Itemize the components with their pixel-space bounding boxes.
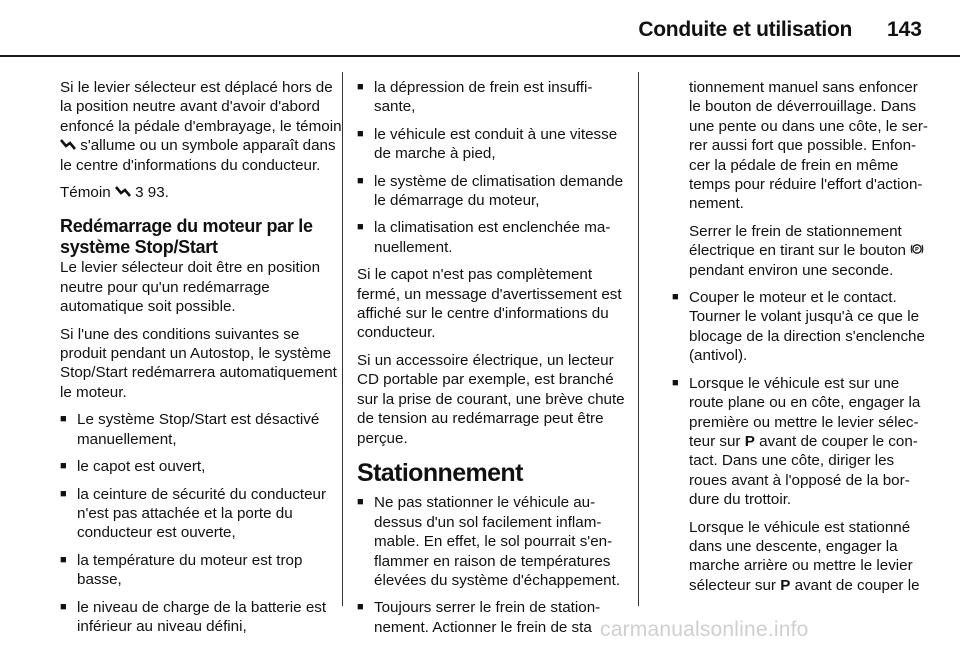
paragraph: Si un accessoire électrique, un lecteur CD portable par exemple, est branché sur la prise de courant, une brève chute de tension au redémarrage peut être perçue.	[357, 351, 625, 447]
list-item: ■ la température du moteur est trop basse,	[60, 551, 342, 590]
clutch-warning-icon	[115, 183, 131, 202]
paragraph: Lorsque le véhicule est stationné dans une descente, engager la marche arrière ou mettre le levier sélecteur sur P avant de couper le	[689, 518, 920, 594]
column-divider	[342, 72, 343, 606]
list-item: ■ Le système Stop/Start est désactivé manuellement,	[60, 410, 342, 449]
bullet-list	[357, 493, 625, 637]
column-2	[357, 78, 625, 645]
list-item: ■ Lorsque le véhicule est sur une route plane ou en côte, engager la première ou mettre le levier sélecteur sur P avant de couper le contact. Dans une côte, diriger les roues avant à l'opposé de la bordure du trottoir.	[672, 374, 928, 510]
section-heading: Redémarrage du moteur par le système Stop/Start	[60, 216, 313, 258]
page-number: 143	[886, 18, 922, 41]
paragraph: Si l'une des conditions suivantes se produit pendant un Autostop, le système Stop/Start redémarrera automatiquement le moteur.	[60, 325, 337, 401]
list-item: ■ le système de climatisation demande le démarrage du moteur,	[357, 172, 625, 211]
paragraph: Serrer le frein de stationnement électrique en tirant sur le bouton P pendant environ une seconde.	[672, 222, 928, 280]
paragraph: Si le capot n'est pas complètement fermé, un message d'avertissement est affiché sur le centre d'informations du conducteur.	[357, 266, 622, 342]
list-item: ■ Toujours serrer le frein de stationnement. Actionner le frein de sta	[357, 598, 625, 637]
column-divider	[638, 72, 639, 606]
page-title: Conduite et utilisation	[638, 18, 852, 41]
clutch-warning-icon	[60, 136, 76, 155]
page-reference[interactable]: 3 93.	[135, 184, 169, 202]
page-header	[0, 0, 960, 52]
svg-text:P: P	[915, 247, 920, 254]
list-item: ■ le véhicule est conduit à une vitesse de marche à pied,	[357, 125, 625, 164]
list-item: ■ la dépression de frein est insuffisante,	[357, 78, 625, 117]
bullet-list	[672, 288, 928, 509]
bullet-list	[60, 410, 342, 636]
gear-position-p: P	[780, 576, 791, 594]
column-1	[60, 78, 342, 644]
paragraph: Le levier sélecteur doit être en position neutre pour qu'un redémarrage automatique soit possible.	[60, 259, 321, 316]
list-item: ■ la ceinture de sécurité du conducteur n'est pas attachée et la porte du conducteur est ouverte,	[60, 485, 342, 543]
watermark: carmanualsonline.info	[600, 618, 809, 641]
column-3	[672, 78, 928, 603]
list-item: ■ Couper le moteur et le contact. Tourner le volant jusqu'à ce que le blocage de la direction s'enclenche (antivol).	[672, 288, 928, 366]
list-item: ■ le capot est ouvert,	[60, 457, 342, 476]
section-heading: Stationnement	[357, 458, 523, 487]
parking-brake-icon	[910, 241, 924, 260]
bullet-list	[357, 78, 625, 257]
paragraph: Témoin 3 93.	[60, 184, 169, 202]
paragraph: tionnement manuel sans enfoncer le bouton de déverrouillage. Dans une pente ou dans une côte, le serrer aussi fort que possible. Enfoncer la pédale de frein en même temps pour réduire l'effort d'actionnement.	[689, 79, 928, 213]
header-rule	[0, 55, 960, 57]
gear-position-p: P	[744, 432, 755, 450]
list-item: ■ le niveau de charge de la batterie est inférieur au niveau défini,	[60, 598, 342, 637]
paragraph: Si le levier sélecteur est déplacé hors de la position neutre avant d'avoir d'abord enfoncé la pédale d'embrayage, le témoin s'allume ou un symbole apparaît dans le centre d'informations du conducteur.	[60, 79, 342, 174]
list-item: ■ la climatisation est enclenchée manuellement.	[357, 218, 625, 257]
list-item: ■ Ne pas stationner le véhicule au-dessus d'un sol facilement inflammable. En effet, le sol pourrait s'enflammer en raison de températures élevées du système d'échappement.	[357, 493, 625, 590]
